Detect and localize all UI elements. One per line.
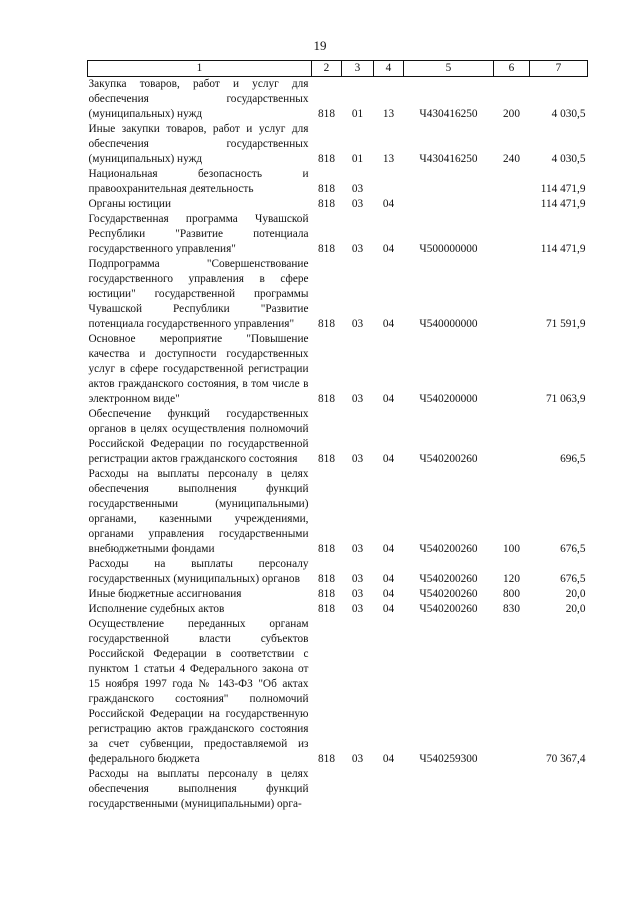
row-vr-cell: 800 xyxy=(503,588,520,600)
row-pr-cell: 04 xyxy=(382,573,395,585)
row-csr-cell: Ч430416250 xyxy=(419,153,478,165)
row-sum-cell: 4 030,5 xyxy=(551,108,586,120)
row-csr-cell: Ч540200000 xyxy=(419,393,478,405)
row-rz-cell: 03 xyxy=(351,198,364,210)
row-name-cell: Органы юстиции xyxy=(88,198,171,210)
row-vr-cell: 200 xyxy=(503,108,520,120)
row-sum-cell: 71 591,9 xyxy=(545,318,586,330)
row-gr-cell: 818 xyxy=(318,603,335,615)
table-row xyxy=(88,617,588,767)
row-sum-cell: 20,0 xyxy=(565,588,586,600)
row-name-cell: Расходы на выплаты персоналу в целях обеспечения выполнения функций государственными (муниципальными) орга- xyxy=(88,768,309,810)
row-gr-cell: 818 xyxy=(318,393,335,405)
column-header: 5 xyxy=(404,61,494,77)
row-gr-cell: 818 xyxy=(318,153,335,165)
row-pr-cell: 04 xyxy=(382,543,395,555)
row-vr-cell: 830 xyxy=(503,603,520,615)
row-csr-cell: Ч540200260 xyxy=(419,588,478,600)
column-header: 3 xyxy=(342,61,374,77)
row-name-cell: Подпрограмма "Совершенствование государственного управления в сфере юстиции" государственной программы Чувашской Республики "Развитие потенциала государственного управления" xyxy=(88,258,309,330)
table-row xyxy=(88,467,588,557)
row-rz-cell: 03 xyxy=(351,243,364,255)
table-row xyxy=(88,77,588,123)
row-rz-cell: 03 xyxy=(351,318,364,330)
table-row xyxy=(88,407,588,467)
table-row xyxy=(88,587,588,602)
budget-table xyxy=(87,60,588,812)
row-gr-cell: 818 xyxy=(318,753,335,765)
table-row xyxy=(88,257,588,332)
row-name-cell: Обеспечение функций государственных органов в целях осуществления полномочий Российской Федерации по государственной регистрации актов гражданского состояния xyxy=(88,408,309,465)
row-csr-cell xyxy=(404,197,494,212)
row-rz-cell: 03 xyxy=(351,753,364,765)
row-name-cell: Закупка товаров, работ и услуг для обеспечения государственных (муниципальных) нужд xyxy=(88,78,309,120)
row-name-cell: Национальная безопасность и правоохранительная деятельность xyxy=(88,168,309,195)
row-csr-cell: Ч540000000 xyxy=(419,318,478,330)
row-name-cell: Иные бюджетные ассигнования xyxy=(88,588,242,600)
row-vr-cell xyxy=(494,617,530,767)
row-gr-cell: 818 xyxy=(318,183,335,195)
row-gr-cell: 818 xyxy=(318,453,335,465)
row-sum-cell: 71 063,9 xyxy=(545,393,586,405)
row-csr-cell: Ч500000000 xyxy=(419,243,478,255)
row-sum-cell: 4 030,5 xyxy=(551,153,586,165)
row-name-cell: Расходы на выплаты персоналу в целях обеспечения выполнения функций государственными (муниципальными) органами, казенными учреждениями, органами управления государственными внебюджетными фондами xyxy=(88,468,309,555)
table-row xyxy=(88,197,588,212)
row-sum-cell: 676,5 xyxy=(560,543,586,555)
row-vr-cell xyxy=(494,407,530,467)
row-gr-cell: 818 xyxy=(318,318,335,330)
row-name-cell: Осуществление переданных органам государственной власти субъектов Российской Федерации в соответствии с пунктом 1 статьи 4 Федерального закона от 15 ноября 1997 года № 143-ФЗ "Об актах гражданского состояния" полномочий Российской Федерации на государственную регистрацию актов гражданского состояния за счет субвенции, предоставляемой из федерального бюджета xyxy=(88,618,309,765)
row-pr-cell: 04 xyxy=(382,243,395,255)
row-rz-cell: 03 xyxy=(351,453,364,465)
column-header: 7 xyxy=(530,61,588,77)
row-csr-cell: Ч540200260 xyxy=(419,453,478,465)
table-row xyxy=(88,122,588,167)
row-sum-cell: 20,0 xyxy=(565,603,586,615)
row-sum-cell: 114 471,9 xyxy=(540,183,586,195)
table-row xyxy=(88,332,588,407)
column-header: 4 xyxy=(374,61,404,77)
row-rz-cell xyxy=(342,767,374,812)
table-row xyxy=(88,602,588,617)
table-row xyxy=(88,767,588,812)
row-gr-cell: 818 xyxy=(318,243,335,255)
row-pr-cell: 04 xyxy=(382,393,395,405)
row-rz-cell: 03 xyxy=(351,183,364,195)
row-name-cell: Государственная программа Чувашской Республики "Развитие потенциала государственного управления" xyxy=(88,213,309,255)
row-pr-cell: 04 xyxy=(382,588,395,600)
row-gr-cell: 818 xyxy=(318,108,335,120)
row-gr-cell: 818 xyxy=(318,588,335,600)
row-vr-cell: 120 xyxy=(503,573,520,585)
row-sum-cell: 114 471,9 xyxy=(540,243,586,255)
page-number: 19 xyxy=(313,38,327,53)
table-body xyxy=(88,77,588,813)
row-csr-cell: Ч540200260 xyxy=(419,603,478,615)
row-vr-cell xyxy=(494,197,530,212)
column-header: 2 xyxy=(312,61,342,77)
row-gr-cell xyxy=(312,767,342,812)
table-row xyxy=(88,557,588,587)
row-gr-cell: 818 xyxy=(318,573,335,585)
row-pr-cell xyxy=(374,767,404,812)
row-sum-cell xyxy=(530,767,588,812)
row-pr-cell xyxy=(374,167,404,197)
row-csr-cell: Ч430416250 xyxy=(419,108,478,120)
row-name-cell: Иные закупки товаров, работ и услуг для обеспечения государственных (муниципальных) нужд xyxy=(88,123,309,165)
row-name-cell: Исполнение судебных актов xyxy=(88,603,225,615)
row-csr-cell xyxy=(404,767,494,812)
row-rz-cell: 01 xyxy=(351,153,364,165)
row-rz-cell: 03 xyxy=(351,588,364,600)
row-pr-cell: 13 xyxy=(382,153,395,165)
row-name-cell: Основное мероприятие "Повышение качества и доступности государственных услуг в сфере государственной регистрации актов гражданского состояния, в том числе в электронном виде" xyxy=(88,333,309,405)
row-rz-cell: 03 xyxy=(351,573,364,585)
row-pr-cell: 13 xyxy=(382,108,395,120)
row-pr-cell: 04 xyxy=(382,318,395,330)
row-csr-cell: Ч540259300 xyxy=(419,753,478,765)
row-rz-cell: 03 xyxy=(351,543,364,555)
table-header-row xyxy=(88,61,588,77)
row-vr-cell: 100 xyxy=(503,543,520,555)
row-sum-cell: 114 471,9 xyxy=(540,198,586,210)
row-sum-cell: 676,5 xyxy=(560,573,586,585)
row-gr-cell: 818 xyxy=(318,543,335,555)
row-csr-cell: Ч540200260 xyxy=(419,543,478,555)
row-sum-cell: 696,5 xyxy=(560,453,586,465)
row-pr-cell: 04 xyxy=(382,753,395,765)
table-row xyxy=(88,212,588,257)
column-header: 6 xyxy=(494,61,530,77)
table-row xyxy=(88,167,588,197)
row-pr-cell: 04 xyxy=(382,198,395,210)
row-rz-cell: 01 xyxy=(351,108,364,120)
row-name-cell: Расходы на выплаты персоналу государственных (муниципальных) органов xyxy=(88,558,309,585)
row-vr-cell xyxy=(494,212,530,257)
row-csr-cell xyxy=(404,167,494,197)
row-rz-cell: 03 xyxy=(351,603,364,615)
column-header: 1 xyxy=(88,61,312,77)
row-vr-cell xyxy=(494,167,530,197)
row-rz-cell: 03 xyxy=(351,393,364,405)
row-vr-cell xyxy=(494,257,530,332)
row-pr-cell: 04 xyxy=(382,603,395,615)
row-vr-cell xyxy=(494,332,530,407)
row-vr-cell xyxy=(494,767,530,812)
row-pr-cell: 04 xyxy=(382,453,395,465)
row-sum-cell: 70 367,4 xyxy=(545,753,586,765)
row-csr-cell: Ч540200260 xyxy=(419,573,478,585)
row-vr-cell: 240 xyxy=(503,153,520,165)
row-gr-cell: 818 xyxy=(318,198,335,210)
